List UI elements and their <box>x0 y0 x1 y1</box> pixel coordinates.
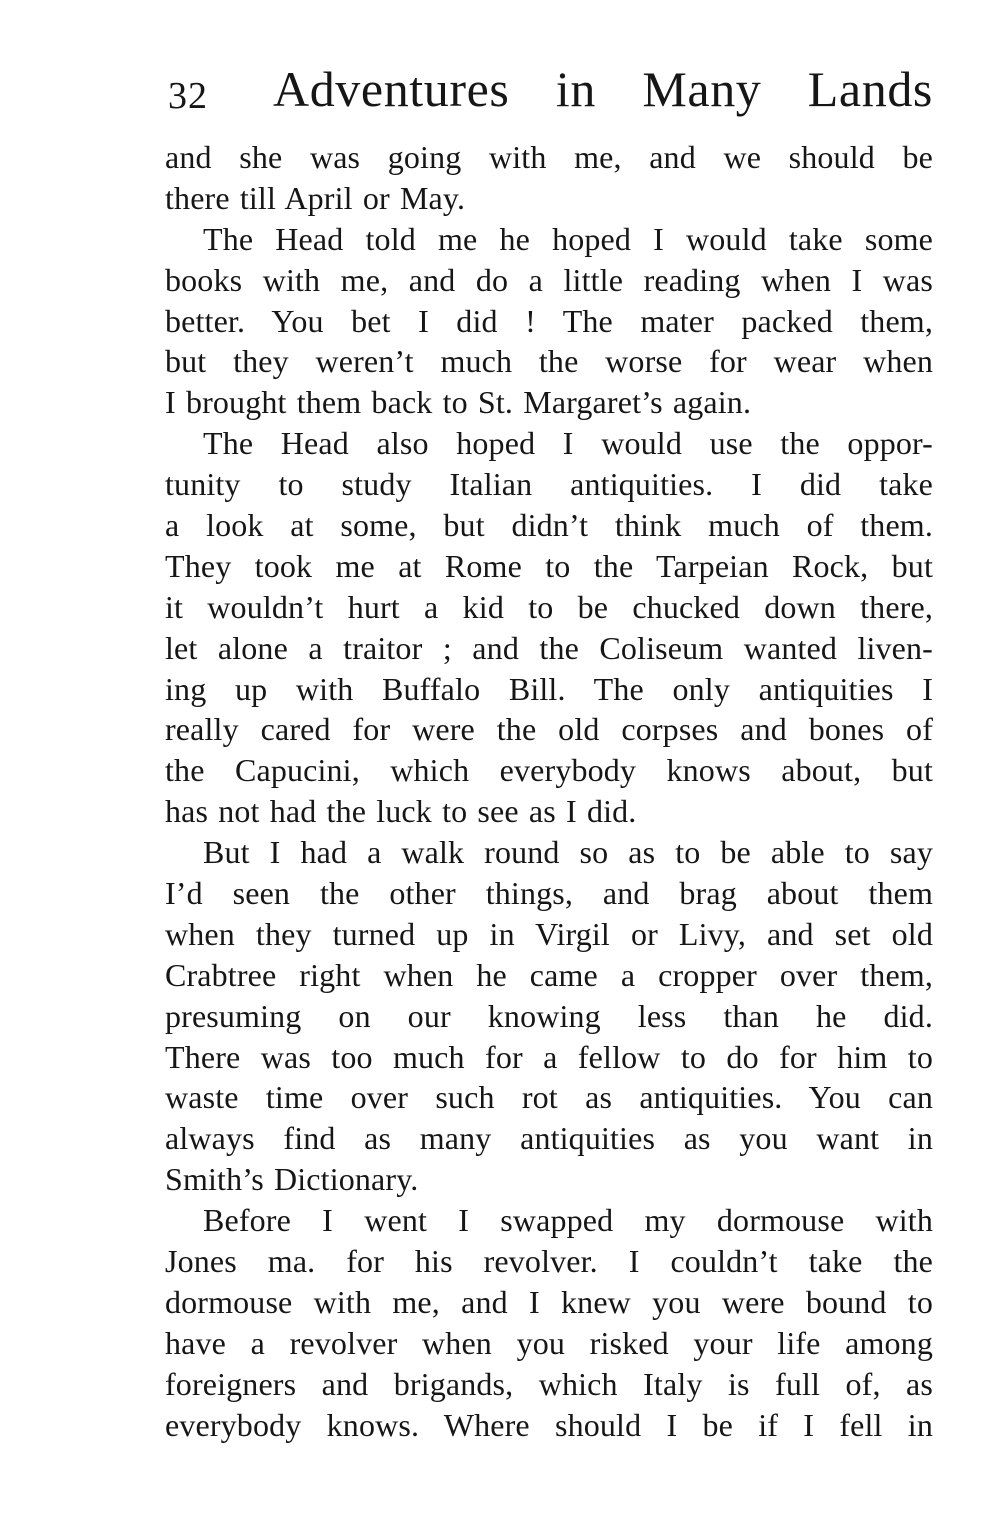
text-line: I brought them back to St. Margaret’s again. <box>165 384 752 421</box>
text-line: foreigners and brigands, which Italy is full of, as <box>165 1365 933 1402</box>
text-line: Jones ma. for his revolver. I couldn’t take the <box>165 1243 933 1280</box>
text-line: books with me, and do a little reading when I was <box>165 261 933 298</box>
text-line: a look at some, but didn’t think much of them. <box>165 507 933 544</box>
paragraph-dormouse <box>165 1200 933 1445</box>
text-line: The Head told me he hoped I would take some <box>203 220 933 257</box>
text-line: presuming on our knowing less than he did. <box>165 997 933 1034</box>
text-line: and she was going with me, and we should be <box>165 139 933 175</box>
text-line: when they turned up in Virgil or Livy, and set old <box>165 915 933 952</box>
text-line: have a revolver when you risked your life among <box>165 1324 933 1361</box>
text-line: everybody knows. Where should I be if I fell in <box>165 1406 933 1443</box>
text-line: dormouse with me, and I knew you were bound to <box>165 1283 933 1320</box>
text-line: there till April or May. <box>165 179 466 216</box>
text-line: let alone a traitor ; and the Coliseum wanted liven- <box>165 629 933 666</box>
running-title: Adventures in Many Lands <box>273 61 933 117</box>
text-line: it wouldn’t hurt a kid to be chucked down there, <box>165 588 933 625</box>
text-line: ing up with Buffalo Bill. The only antiquities I <box>165 670 933 707</box>
page-number: 32 <box>168 75 208 117</box>
paragraph-walk-round <box>165 832 933 1200</box>
text-line: Crabtree right when he came a cropper over them, <box>165 956 933 993</box>
text-line: Smith’s Dictionary. <box>165 1161 419 1198</box>
text-line: but they weren’t much the worse for wear when <box>165 343 933 380</box>
text-line: I’d seen the other things, and brag about them <box>165 875 933 912</box>
body-text <box>165 137 933 1446</box>
text-line: Before I went I swapped my dormouse with <box>203 1202 933 1239</box>
paragraph-continuation <box>165 137 933 219</box>
text-line: They took me at Rome to the Tarpeian Rock, but <box>165 547 933 584</box>
text-line: really cared for were the old corpses and bones of <box>165 711 933 748</box>
text-line: the Capucini, which everybody knows about, but <box>165 752 933 789</box>
text-line: has not had the luck to see as I did. <box>165 793 637 830</box>
running-head <box>168 58 934 130</box>
text-line: waste time over such rot as antiquities. You can <box>165 1079 933 1116</box>
text-line: There was too much for a fellow to do for him to <box>165 1038 933 1075</box>
paragraph-head-books <box>165 219 933 423</box>
text-line: The Head also hoped I would use the oppor- <box>203 425 933 462</box>
text-line: tunity to study Italian antiquities. I did take <box>165 466 933 503</box>
paragraph-antiquities <box>165 423 933 832</box>
text-line: better. You bet I did ! The mater packed them, <box>165 302 933 339</box>
text-line: always find as many antiquities as you want in <box>165 1120 933 1157</box>
text-line: But I had a walk round so as to be able to say <box>203 834 933 871</box>
